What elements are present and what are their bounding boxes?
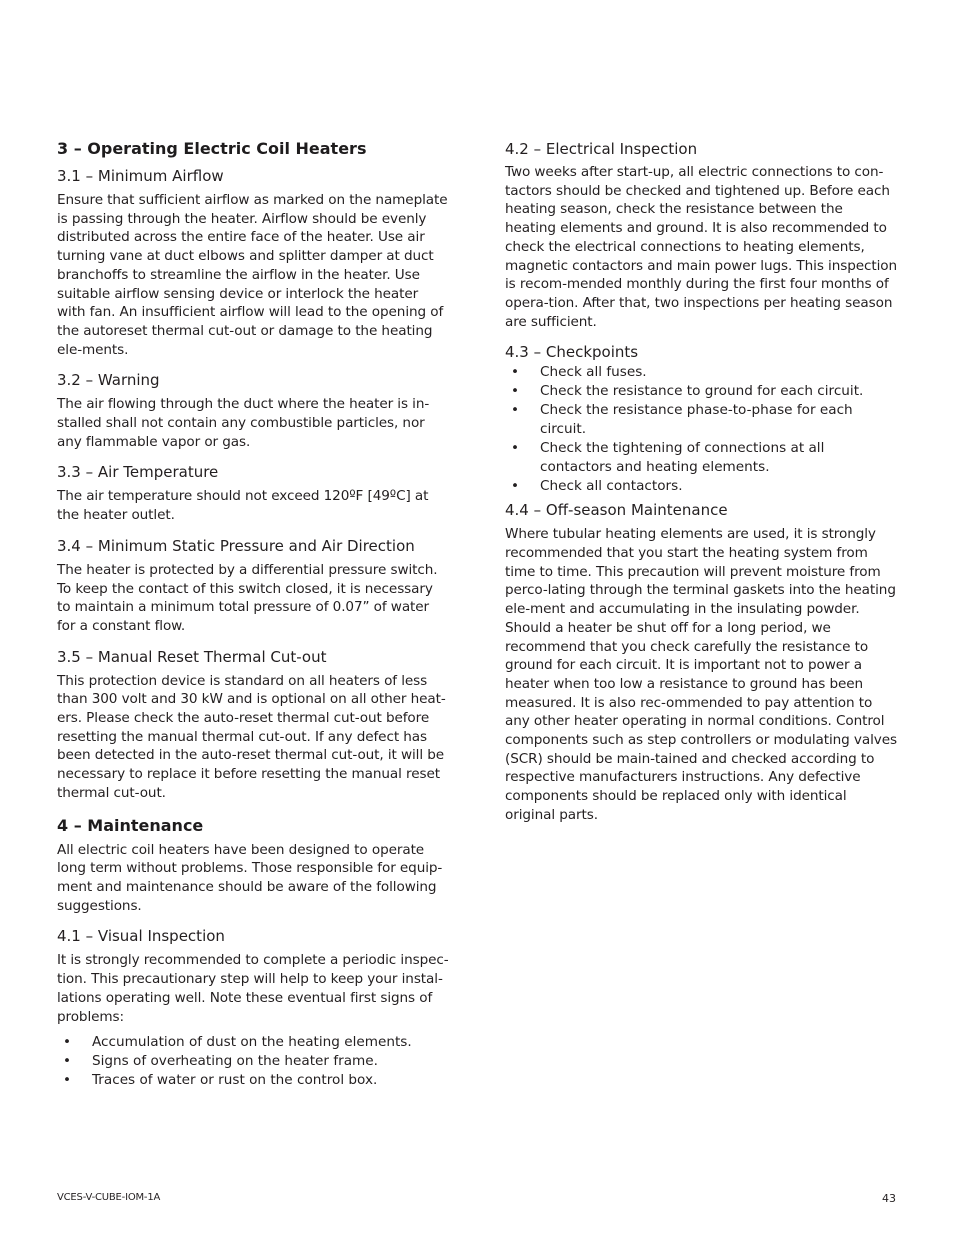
section-4-3-heading: 4.3 – Checkpoints <box>505 343 639 362</box>
section-4-1-body: It is strongly recommended to complete a periodic inspec-tion. This precautionary step will help to keep your instal-lations operating well. Note these eventual first signs of problems: <box>57 952 449 1025</box>
section-4-2-heading: 4.2 – Electrical Inspection <box>505 140 698 158</box>
left-column <box>57 138 449 1090</box>
section-3-heading: 3 – Operating Electric Coil Heaters <box>57 139 367 158</box>
section-3-3-heading: 3.3 – Air Temperature <box>57 463 219 482</box>
checkpoints-list <box>505 363 897 496</box>
section-3-5-body: This protection device is standard on all heaters of less than 300 volt and 30 kW and is optional on all other heat-ers. Please check the auto-reset thermal cut-out before resetting the manual thermal cut-out. If any defect has been detected in the auto-reset thermal cut-out, it will be necessary to replace it before resetting the manual reset thermal cut-out. <box>57 672 446 801</box>
list-item: • Check the resistance to ground for each circuit. <box>511 383 864 400</box>
section-3-2-heading: 3.2 – Warning <box>57 371 160 390</box>
section-3-5-heading: 3.5 – Manual Reset Thermal Cut-out <box>57 647 327 666</box>
section-4-1-heading: 4.1 – Visual Inspection <box>57 927 225 946</box>
right-column <box>505 138 897 825</box>
visual-inspection-list <box>57 1033 449 1090</box>
page-number: 43 <box>882 1192 896 1205</box>
list-item: • Check the resistance phase-to-phase for each circuit. <box>511 402 853 438</box>
section-3-4-body: The heater is protected by a differential pressure switch. To keep the contact of this switch closed, it is necessary to maintain a minimum total pressure of 0.07” of water for a constant flow. <box>57 561 438 634</box>
section-4-heading: 4 – Maintenance <box>57 815 204 835</box>
list-item: • Check all fuses. <box>511 364 647 381</box>
section-4-body: All electric coil heaters have been designed to operate long term without problems. Those responsible for equip-ment and maintenance should be aware of the following suggestions. <box>57 841 443 914</box>
list-item: • Signs of overheating on the heater frame. <box>63 1053 378 1070</box>
document-code: VCES-V-CUBE-IOM-1A <box>57 1192 161 1203</box>
section-4-4-heading: 4.4 – Off-season Maintenance <box>505 501 728 520</box>
list-item: • Traces of water or rust on the control box. <box>63 1072 378 1089</box>
section-4-4-body: Where tubular heating elements are used, it is strongly recommended that you start the heating system from time to time. This precaution will prevent moisture from perco-lating through the terminal gaskets into the heating ele-ment and accumulating in the insulating powder. Should a heater be shut off for a long period, we recommend that you check carefully the resistance to ground for each circuit. It is important not to power a heater when too low a resistance to ground has been measured. It is also rec-ommended to pay attention to any other heater operating in normal conditions. Control components such as step controllers or modulating valves (SCR) should be main-tained and checked according to respective manufacturers instructions. Any defective components should be replaced only with identical original parts. <box>505 526 897 823</box>
list-item: • Accumulation of dust on the heating elements. <box>63 1034 412 1051</box>
list-item: • Check the tightening of connections at all contactors and heating elements. <box>511 440 825 476</box>
section-3-2-body: The air flowing through the duct where the heater is in-stalled shall not contain any combustible particles, nor any flammable vapor or gas. <box>57 396 430 450</box>
section-3-1-body: Ensure that sufficient airflow as marked on the nameplate is passing through the heater. Airflow should be evenly distributed across the entire face of the heater. Use air turning vane at duct elbows and splitter damper at duct branchoffs to streamline the airflow in the heater. Use suitable airflow sensing device or interlock the heater with fan. An insufficient airflow will lead to the opening of the autoreset thermal cut-out or damage to the heating ele-ments. <box>57 192 448 358</box>
list-item: • Check all contactors. <box>511 478 683 495</box>
section-3-1-heading: 3.1 – Minimum Airflow <box>57 167 224 185</box>
section-4-2-body: Two weeks after start-up, all electric connections to con-tactors should be checked and tightened up. Before each heating season, check the resistance between the heating elements and ground. It is also recommended to check the electrical connections to heating elements, magnetic contactors and main power lugs. This inspection is recom-mended monthly during the first four months of opera-tion. After that, two inspections per heating season are sufficient. <box>505 164 898 330</box>
section-3-4-heading: 3.4 – Minimum Static Pressure and Air Direction <box>57 536 415 555</box>
section-3-3-body: The air temperature should not exceed 120ºF [49ºC] at the heater outlet. <box>57 488 429 524</box>
